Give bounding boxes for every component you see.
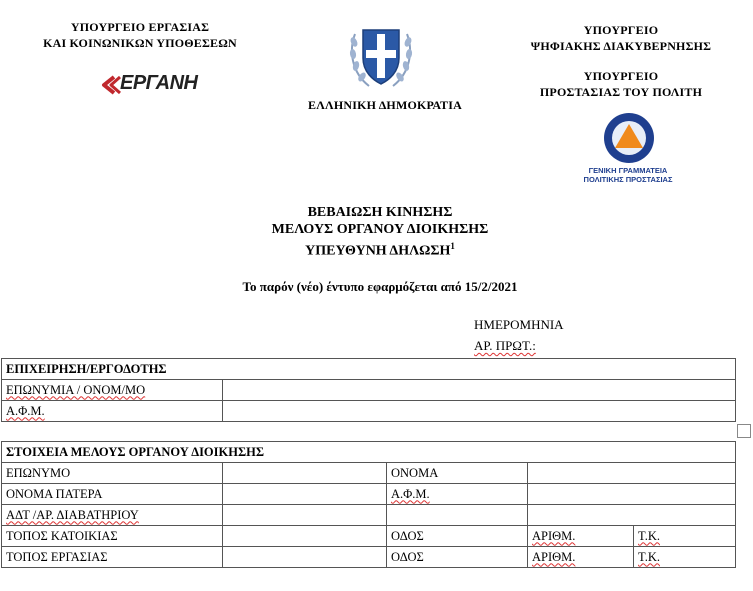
employer-afm-row [2,401,736,422]
residence-postcode-label: Τ.Κ. [634,526,736,547]
effective-date-notice: Το παρόν (νέο) έντυπο εφαρμόζεται από 15/2/2021 [242,279,518,294]
date-label: ΗΜΕΡΟΜΗΝΙΑ [474,317,564,332]
member-name-row [2,463,736,484]
title-line3 [200,238,560,260]
employer-table [1,358,736,422]
employer-afm-label: Α.Φ.Μ. [2,401,223,422]
residence-number-label: ΑΡΙΘΜ. [528,526,634,547]
ministry-labour-line1: ΥΠΟΥΡΓΕΙΟ ΕΡΓΑΣΙΑΣ [70,20,210,34]
ministry-citizen-protection-heading [515,68,727,100]
work-street-label: ΟΔΟΣ [387,547,528,568]
father-name-label: ΟΝΟΜΑ ΠΑΤΕΡΑ [2,484,223,505]
surname-label: ΕΠΩΝΥΜΟ [2,463,223,484]
member-table [1,441,736,568]
member-section-heading: ΣΤΟΙΧΕΙΑ ΜΕΛΟΥΣ ΟΡΓΑΝΟΥ ΔΙΟΙΚΗΣΗΣ [2,442,736,463]
civil-protection-caption [572,166,684,184]
id-passport-label: ΑΔΤ /ΑΡ. ΔΙΑΒΑΤΗΡΙΟΥ [2,505,223,526]
residence-street-label: ΟΔΟΣ [387,526,528,547]
ministry-digital-line1: ΥΠΟΥΡΓΕΙΟ [583,23,659,37]
work-number-label: ΑΡΙΘΜ. [528,547,634,568]
id-extra-cell[interactable] [387,505,528,526]
id-extra-cell-2[interactable] [528,505,736,526]
member-father-row [2,484,736,505]
coat-of-arms-icon [345,14,417,94]
ministry-citizen-line2: ΠΡΟΣΤΑΣΙΑΣ ΤΟΥ ΠΟΛΙΤΗ [539,85,703,99]
member-heading-row [2,442,736,463]
footnote-ref: 1 [450,241,455,251]
work-row [2,547,736,568]
table-move-handle[interactable] [737,424,751,438]
ministry-digital-heading [515,22,727,54]
ergani-logo [100,72,220,98]
firstname-label: ΟΝΟΜΑ [387,463,528,484]
protocol-number-label: ΑΡ. ΠΡΩΤ.: [474,338,536,353]
document-title [200,204,560,260]
civil-protection-caption-line1: ΓΕΝΙΚΗ ΓΡΑΜΜΑΤΕΙΑ [588,166,668,175]
employer-afm-field[interactable] [223,401,736,422]
employer-name-label: ΕΠΩΝΥΜΙΑ / ΟΝΟΜ/ΜΟ [2,380,223,401]
employer-name-field[interactable] [223,380,736,401]
father-name-field[interactable] [223,484,387,505]
greek-emblem [345,14,417,94]
employer-heading-row [2,359,736,380]
civil-protection-logo [599,112,659,164]
ergani-logo-text: ΕΡΓΑΝΗ [120,72,198,94]
member-afm-label: Α.Φ.Μ. [387,484,528,505]
residence-row [2,526,736,547]
ergani-mark-icon [100,75,122,95]
member-afm-field[interactable] [528,484,736,505]
work-field[interactable] [223,547,387,568]
work-label: ΤΟΠΟΣ ΕΡΓΑΣΙΑΣ [2,547,223,568]
title-line1: ΒΕΒΑΙΩΣΗ ΚΙΝΗΣΗΣ [307,205,453,220]
surname-field[interactable] [223,463,387,484]
title-line3-text: ΥΠΕΥΘΥΝΗ ΔΗΛΩΣΗ [305,243,451,259]
title-line2: ΜΕΛΟΥΣ ΟΡΓΑΝΟΥ ΔΙΟΙΚΗΣΗΣ [271,222,489,237]
civil-protection-caption-line2: ΠΟΛΙΤΙΚΗΣ ΠΡΟΣΤΑΣΙΑΣ [583,175,673,184]
firstname-field[interactable] [528,463,736,484]
ministry-labour-heading [30,19,250,51]
employer-section-heading: ΕΠΙΧΕΙΡΗΣΗ/ΕΡΓΟΔΟΤΗΣ [2,359,736,380]
work-postcode-label: Τ.Κ. [634,547,736,568]
hellenic-republic-label: ΕΛΛΗΝΙΚΗ ΔΗΜΟΚΡΑΤΙΑ [308,98,462,112]
residence-label: ΤΟΠΟΣ ΚΑΤΟΙΚΙΑΣ [2,526,223,547]
ministry-labour-line2: ΚΑΙ ΚΟΙΝΩΝΙΚΩΝ ΥΠΟΘΕΣΕΩΝ [43,36,237,50]
civil-protection-emblem-icon [599,112,659,164]
member-id-row [2,505,736,526]
ministry-digital-line2: ΨΗΦΙΑΚΗΣ ΔΙΑΚΥΒΕΡΝΗΣΗΣ [530,39,712,53]
employer-name-row [2,380,736,401]
residence-field[interactable] [223,526,387,547]
id-passport-field[interactable] [223,505,387,526]
ministry-citizen-line1: ΥΠΟΥΡΓΕΙΟ [583,69,659,83]
